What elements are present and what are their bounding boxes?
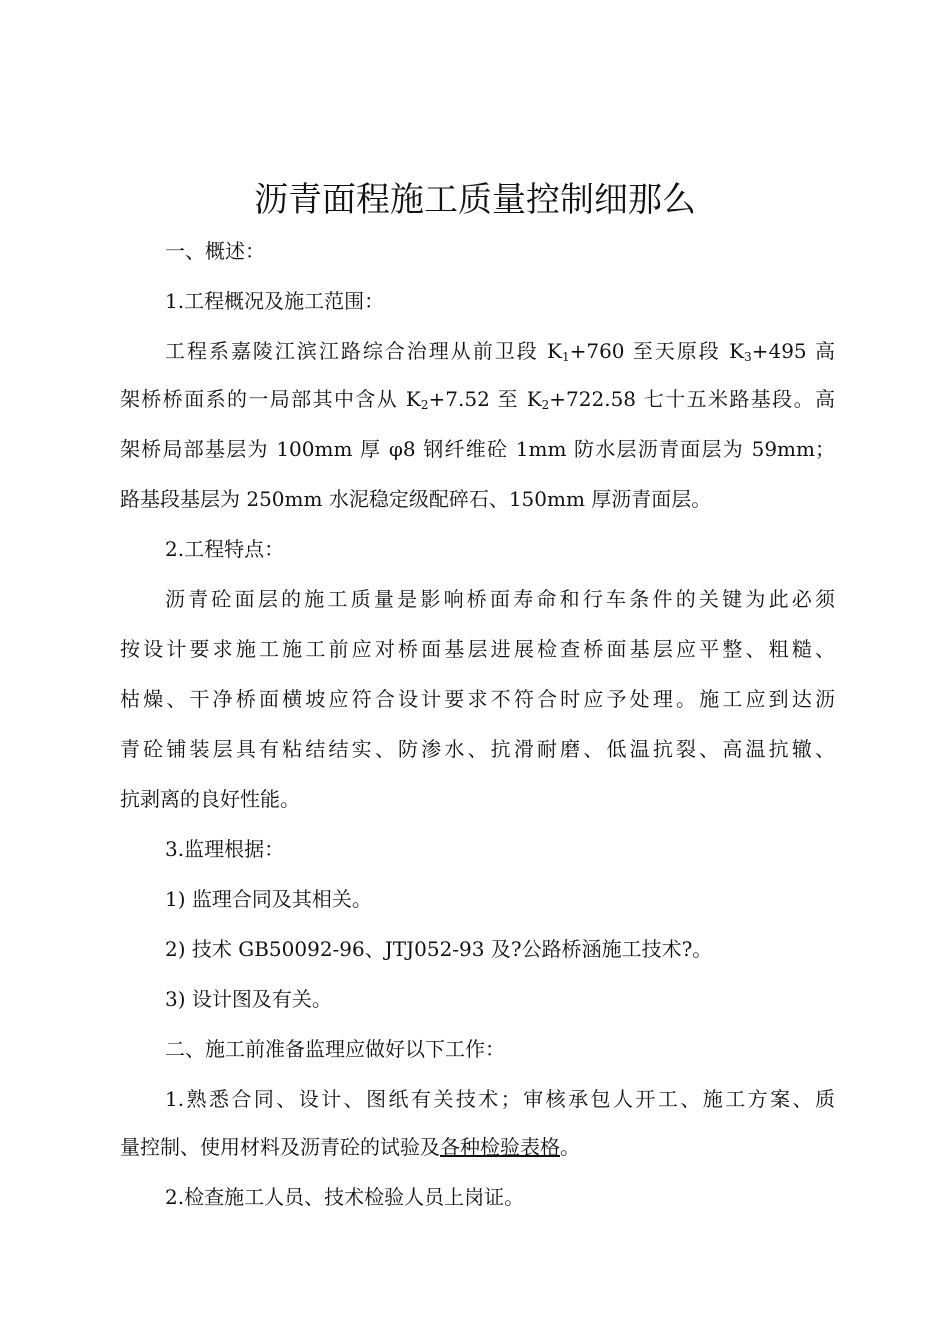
paragraph-line: [120, 384, 835, 414]
paragraph-line: 架桥局部基层为 100mm 厚 φ8 钢纤维砼 1mm 防水层沥青面层为 59mm；: [120, 437, 835, 461]
list-item: 2) 技术 GB50092-96、JTJ052-93 及?公路桥涵施工技术?。: [165, 937, 713, 961]
paragraph-line: 青砼铺装层具有粘结结实、防渗水、抗滑耐磨、低温抗裂、高温抗辙、: [120, 737, 835, 761]
paragraph-line: 沥青砼面层的施工质量是影响桥面寿命和行车条件的关键为此必须: [165, 587, 835, 611]
paragraph-line: 路基段基层为 250mm 水泥稳定级配碎石、150mm 厚沥青面层。: [120, 487, 712, 511]
subheading-supervision-basis: 3.监理根据：: [165, 837, 285, 861]
paragraph-line: 按设计要求施工施工前应对桥面基层进展检查桥面基层应平整、粗糙、: [120, 637, 835, 661]
subheading-project-features: 2.工程特点：: [165, 537, 285, 561]
subscript: 2: [541, 398, 550, 412]
section-heading-preparation: 二、施工前准备监理应做好以下工作：: [165, 1037, 505, 1061]
section-heading-overview: 一、概述：: [165, 239, 265, 263]
text-run: 。: [560, 1135, 580, 1159]
subscript: 3: [744, 350, 752, 364]
text-run: +495 高: [751, 339, 835, 363]
subheading-project-overview: 1.工程概况及施工范围：: [165, 289, 385, 313]
text-run: +722.58 七十五米路基段。高: [549, 387, 835, 411]
text-run: 架桥桥面系的一局部其中含从 K: [120, 387, 421, 411]
text-run: +7.52 至 K: [428, 387, 542, 411]
text-run: 量控制、使用材料及沥青砼的试验及: [120, 1135, 440, 1159]
paragraph-line: [165, 336, 835, 366]
paragraph-line: 抗剥离的良好性能。: [120, 787, 300, 811]
subscript: 2: [420, 398, 429, 412]
document-title: 沥青面程施工质量控制细那么: [254, 180, 696, 220]
paragraph-line: 1.熟悉合同、设计、图纸有关技术；审核承包人开工、施工方案、质: [165, 1087, 835, 1111]
subscript: 1: [561, 350, 570, 364]
paragraph-line: [120, 1132, 835, 1162]
paragraph-line: 枯燥、干净桥面横坡应符合设计要求不符合时应予处理。施工应到达沥: [120, 687, 835, 711]
list-item: 1) 监理合同及其相关。: [165, 887, 372, 911]
underlined-text: 各种检验表格: [440, 1135, 560, 1159]
text-run: +760 至天原段 K: [569, 339, 745, 363]
list-item: 3) 设计图及有关。: [165, 987, 332, 1011]
paragraph-line: 2.检查施工人员、技术检验人员上岗证。: [165, 1185, 525, 1209]
text-run: 工程系嘉陵江滨江路综合治理从前卫段 K: [165, 339, 562, 363]
